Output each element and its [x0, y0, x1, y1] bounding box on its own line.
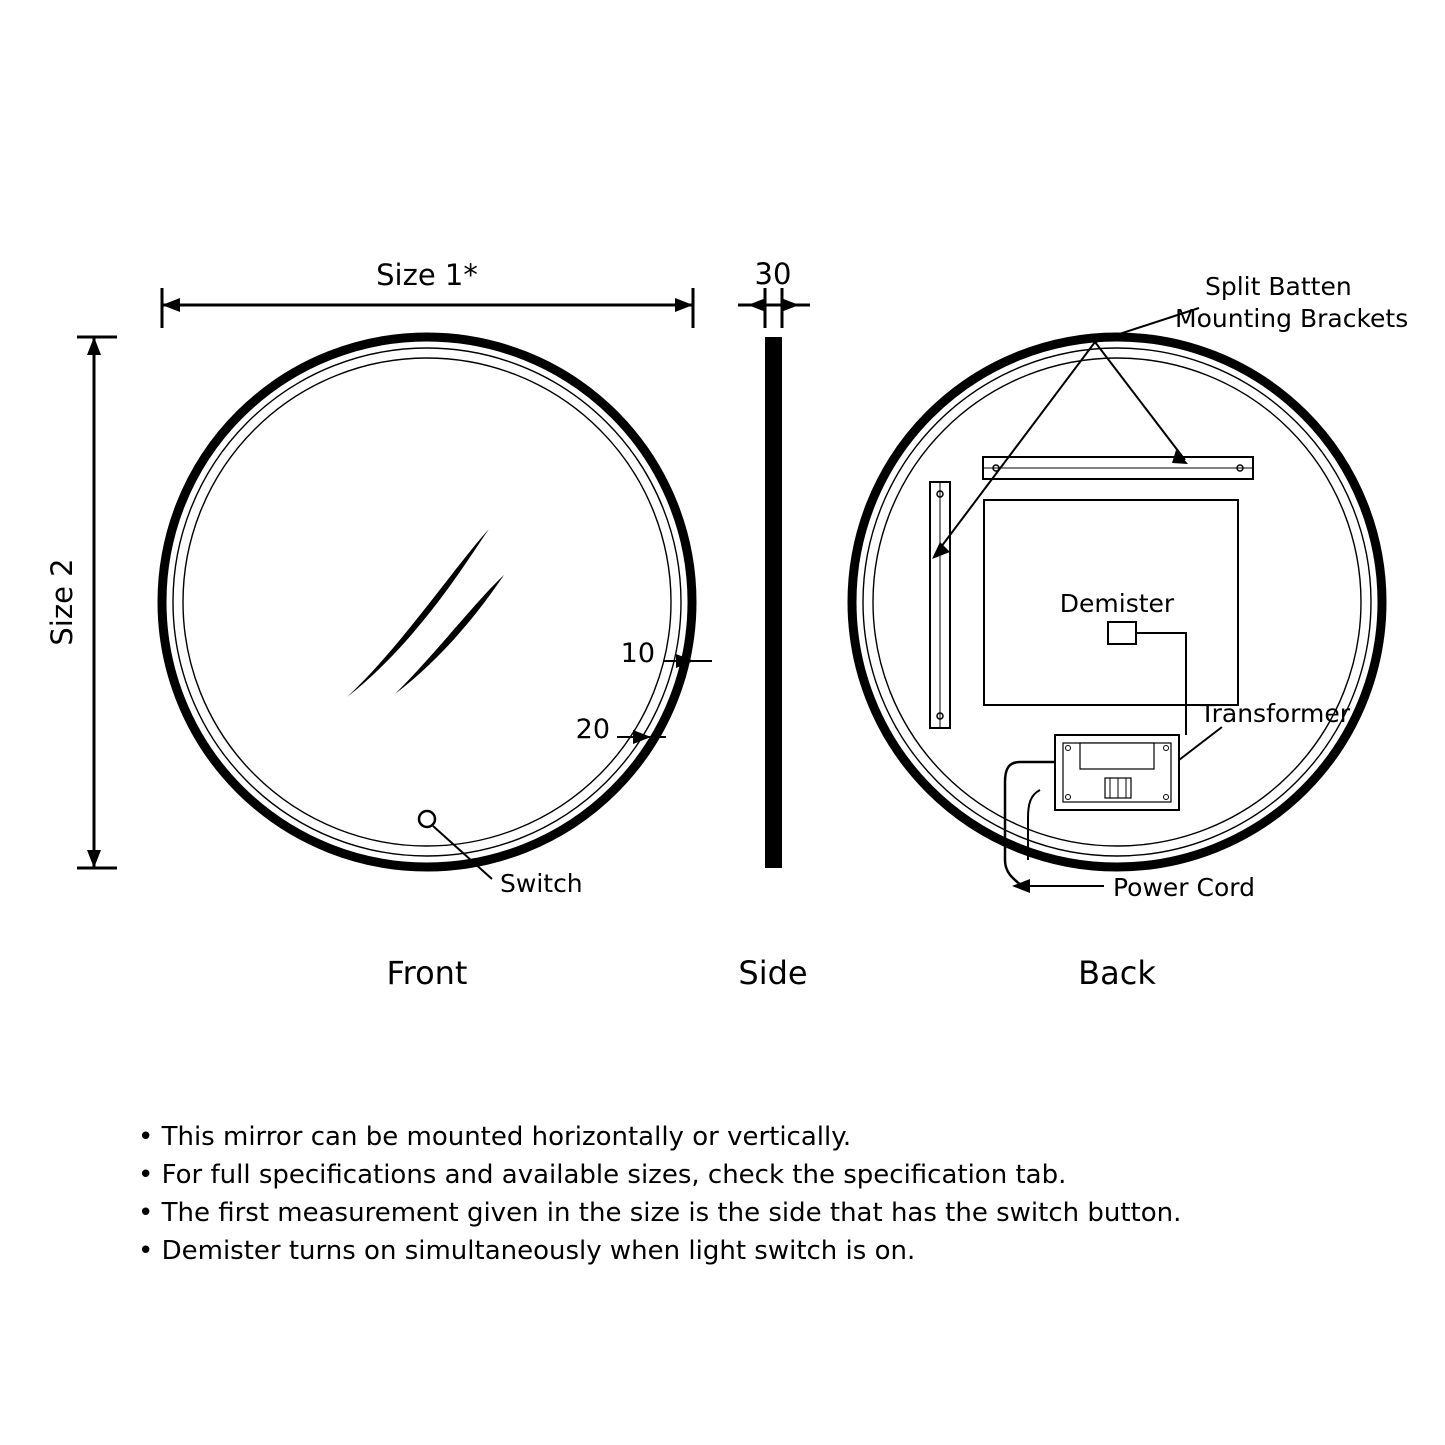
dim-10-label: 10 [620, 638, 655, 669]
back-mirror [852, 337, 1382, 886]
height-dimension [45, 337, 117, 868]
view-label-front: Front [386, 954, 468, 992]
note-item: • The first measurement given in the size is the side that has the switch button. [138, 1198, 1182, 1228]
width-label: Size 1* [376, 258, 478, 292]
power-cord-label: Power Cord [1113, 873, 1255, 902]
notes-list [138, 1118, 1378, 1270]
note-item: • For full specifications and available sizes, check the specification tab. [138, 1160, 1067, 1190]
switch-button[interactable] [419, 811, 435, 827]
transformer-label: Transformer [1200, 699, 1351, 728]
note-item: • This mirror can be mounted horizontally or vertically. [138, 1122, 852, 1152]
view-label-side: Side [738, 954, 808, 992]
dim-20-label: 20 [575, 714, 610, 745]
front-mirror [162, 337, 692, 867]
note-item: • Demister turns on simultaneously when light switch is on. [138, 1236, 916, 1266]
split-batten-bracket-vertical [930, 482, 950, 728]
switch-label: Switch [500, 869, 583, 898]
split-batten-bracket-horizontal [983, 457, 1253, 479]
demister-label: Demister [1059, 589, 1175, 618]
width-dimension [162, 258, 693, 328]
power-cord-callout [1012, 873, 1255, 902]
thickness-label: 30 [754, 257, 792, 291]
split-batten-label-line2: Mounting Brackets [1175, 304, 1409, 333]
split-batten-label-line1: Split Batten [1205, 272, 1352, 301]
view-label-back: Back [1078, 954, 1156, 992]
transformer-box [1055, 735, 1179, 810]
height-label: Size 2 [45, 558, 79, 646]
side-view [738, 257, 810, 868]
